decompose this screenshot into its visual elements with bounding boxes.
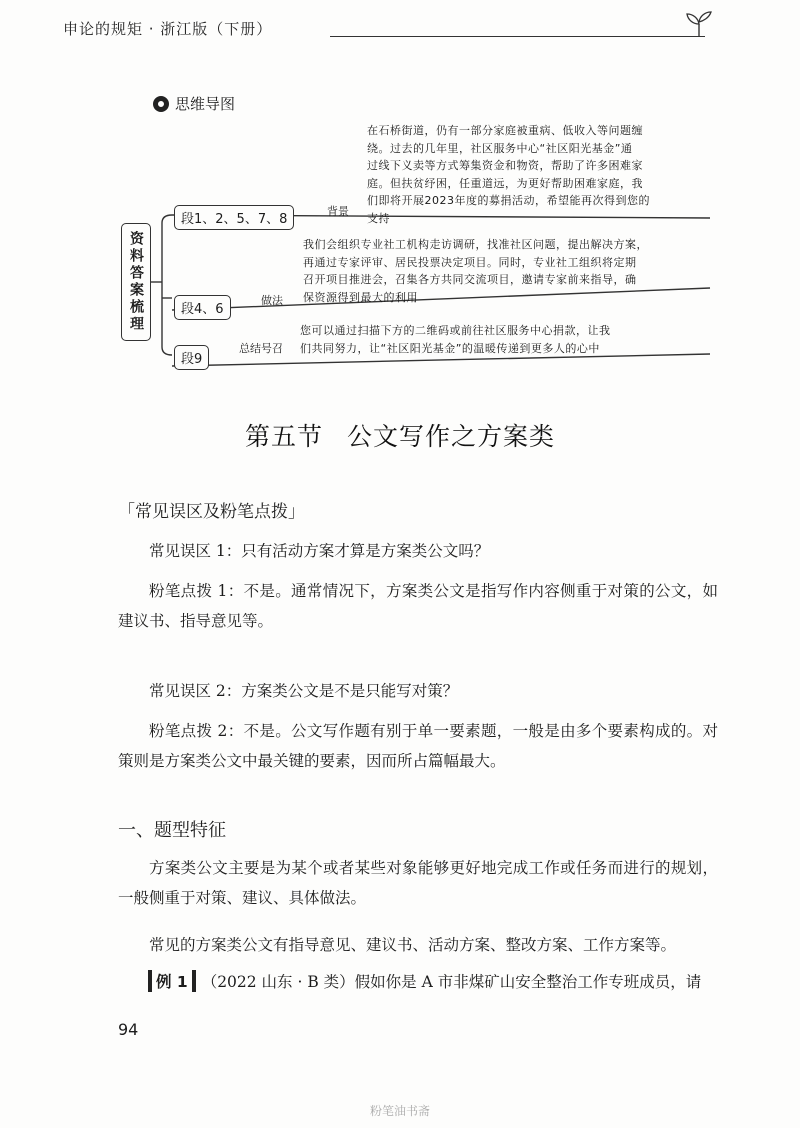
- branch-text-line: 们共同努力，让“社区阳光基金”的温暖传递到更多人的心中: [300, 341, 600, 355]
- book-title: 申论的规矩 · 浙江版（下册）: [63, 20, 273, 38]
- branch-text-line: 您可以通过扫描下方的二维码或前往社区服务中心捐款，让我: [300, 324, 611, 337]
- branch-label-2: 做法: [261, 294, 283, 307]
- footer-mark: 粉笔油书斋: [370, 1104, 431, 1118]
- mistake-answer-1: 粉笔点拨 1：不是。通常情况下，方案类公文是指写作内容侧重于对策的公文，如建议书、指导意见等。: [118, 582, 718, 630]
- branch-node-1: 段1、2、5、7、8: [174, 205, 294, 230]
- features-heading: 一、题型特征: [118, 820, 226, 841]
- example-text: （2022 山东 · B 类）假如你是 A 市非煤矿山安全整治工作专班成员，请: [201, 973, 702, 991]
- features-paragraph-2: 常见的方案类公文有指导意见、建议书、活动方案、整改方案、工作方案等。: [149, 936, 677, 954]
- example-tag: 例 1: [148, 970, 196, 992]
- page-number: 94: [118, 1020, 139, 1039]
- features-paragraph-1: 方案类公文主要是为某个或者某些对象能够更好地完成工作或任务而进行的规划，一般侧重于对策、建议、具体做法。: [118, 859, 718, 907]
- branch-text-line: 绕。过去的几年里，社区服务中心“社区阳光基金”通: [367, 141, 633, 155]
- branch-text-line: 们即将开展2023年度的募捐活动，希望能再次得到您的: [367, 194, 650, 207]
- branch-text-2: [303, 236, 713, 306]
- mistake-answer-2: 粉笔点拨 2：不是。公文写作题有别于单一要素题，一般是由多个要素构成的。对策则是方案类公文中最关键的要素，因而所占篇幅最大。: [118, 722, 718, 770]
- branch-text-line: 在石桥街道，仍有一部分家庭被重病、低收入等问题缠: [367, 124, 643, 137]
- mistake-question-1: 常见误区 1：只有活动方案才算是方案类公文吗？: [149, 542, 490, 560]
- branch-text-line: 庭。但扶贫纾困，任重道远，为更好帮助困难家庭，我: [367, 176, 643, 190]
- mistake-question-2: 常见误区 2：方案类公文是不是只能写对策？: [149, 682, 459, 700]
- branch-label-1: 背景: [327, 205, 349, 218]
- branch-text-3: [300, 322, 710, 357]
- section-number: 第五节: [244, 422, 323, 451]
- branch-text-line: 我们会组织专业社工机构走访调研，找准社区问题，提出解决方案，: [303, 238, 648, 251]
- mind-map-root-text: 资料答案梳理: [128, 231, 144, 333]
- branch-text-line: 支持: [367, 211, 390, 225]
- branch-node-3: 段9: [174, 345, 209, 370]
- branch-text-1: [367, 122, 712, 227]
- mind-map-heading-text: 思维导图: [175, 95, 236, 113]
- branch-text-line: 再通过专家评审、居民投票决定项目。同时，专业社工组织将定期: [303, 255, 637, 269]
- branch-text-line: 过线下义卖等方式筹集资金和物资，帮助了许多困难家: [367, 159, 643, 172]
- branch-text-line: 召开项目推进会，召集各方共同交流项目，邀请专家前来指导，确: [303, 273, 637, 286]
- branch-text-line: 保资源得到最大的利用: [303, 290, 418, 304]
- mind-map-root: [121, 223, 151, 341]
- branch-label-3: 总结号召: [239, 342, 283, 355]
- mistakes-title: 「常见误区及粉笔点拨」: [118, 502, 305, 522]
- section-title: [0, 417, 800, 453]
- example-line: [148, 970, 718, 992]
- branch-node-2: 段4、6: [174, 295, 231, 320]
- section-name: 公文写作之方案类: [347, 422, 556, 451]
